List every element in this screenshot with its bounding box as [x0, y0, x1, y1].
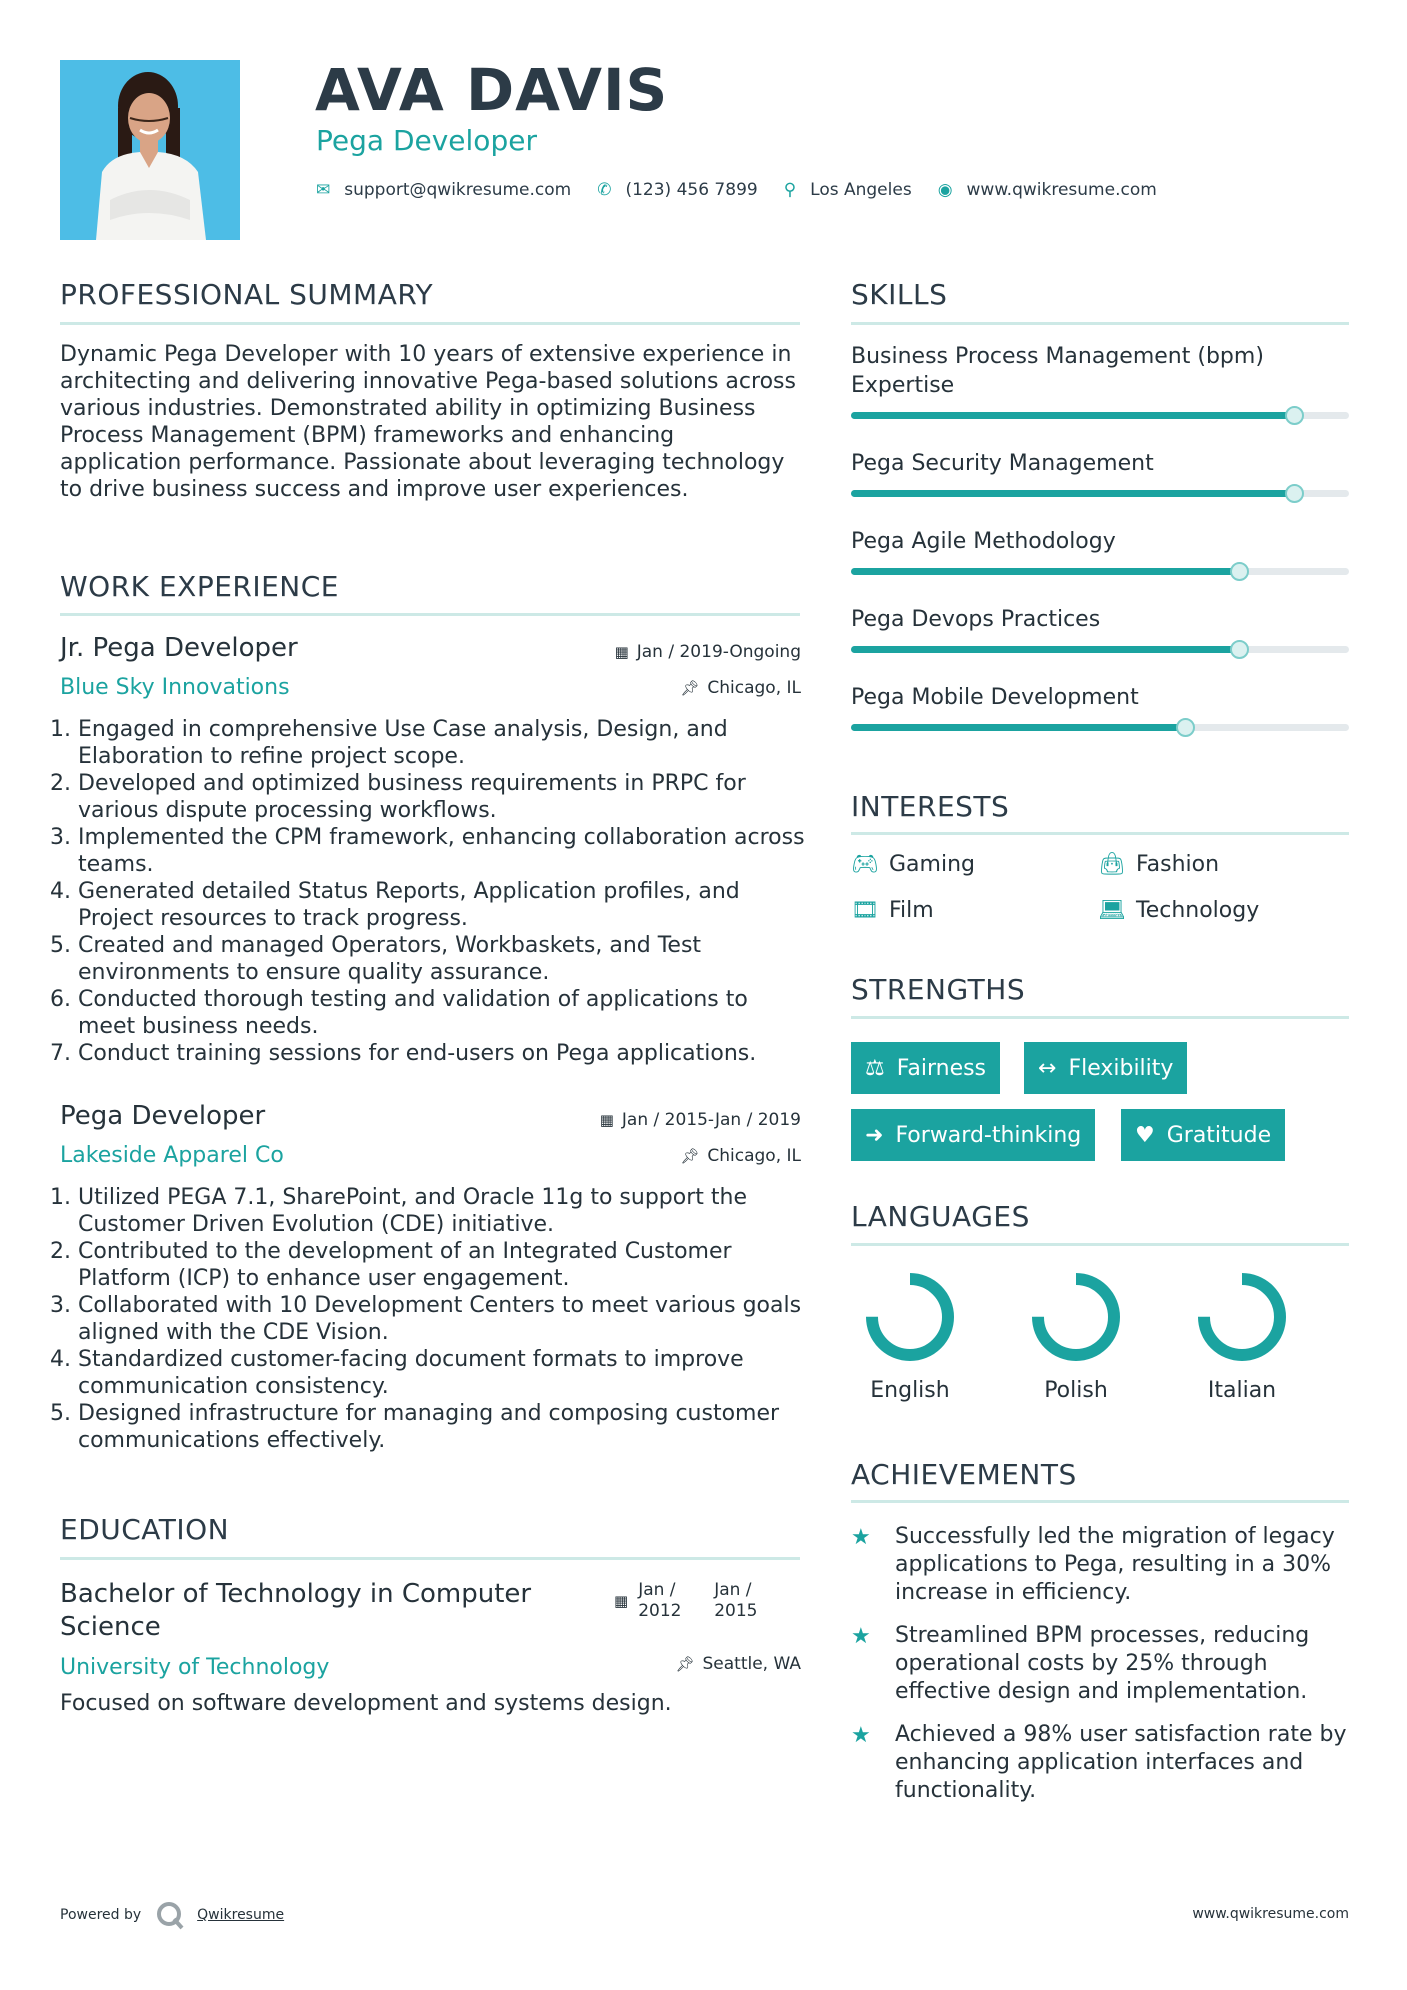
education-description: Focused on software development and systems design.	[60, 1691, 672, 1716]
job-bullets	[50, 1184, 810, 1454]
skill-label: Pega Mobile Development	[851, 685, 1139, 710]
strength-tag	[851, 1109, 1095, 1161]
summary-text: Dynamic Pega Developer with 10 years of extensive experience in architecting and delivering innovative Pega-based solutions across various industries. Demonstrated ability in optimizing Business Process Management (BPM) frameworks and enhancing application performance. Passionate about leveraging technology to drive business success and improve user experiences.	[60, 342, 796, 502]
languages-divider	[851, 1243, 1349, 1246]
strength-label: Gratitude	[1166, 1122, 1272, 1148]
calendar-icon: ▦	[614, 643, 629, 661]
laptop-icon: 💻︎	[1098, 898, 1126, 923]
skill-bar-fill	[851, 568, 1239, 575]
contact-location: Los Angeles	[810, 180, 912, 200]
interest-item	[1098, 898, 1259, 923]
profile-photo	[60, 60, 240, 240]
achievement-text: Successfully led the migration of legacy applications to Pega, resulting in a 30% increase in efficiency.	[895, 1524, 1335, 1605]
skill-bar-knob	[1285, 406, 1304, 425]
skills-heading: SKILLS	[851, 278, 948, 311]
achievements-heading: ACHIEVEMENTS	[851, 1458, 1077, 1491]
strength-label: Flexibility	[1068, 1055, 1174, 1081]
skill-bar-fill	[851, 724, 1185, 731]
languages-heading: LANGUAGES	[851, 1200, 1030, 1233]
skill-bar	[851, 490, 1349, 497]
skill-item	[851, 683, 1349, 731]
calendar-icon: ▦	[614, 1592, 629, 1610]
education-start: Jan / 2012	[638, 1580, 682, 1621]
list-item: 3. Collaborated with 10 Development Centers to meet various goals aligned with the CDE Vision.	[50, 1293, 802, 1345]
pushpin-icon: 📌︎	[675, 1655, 695, 1673]
skill-bar-knob	[1230, 640, 1249, 659]
qwikresume-logo-icon	[155, 1900, 185, 1930]
strength-label: Forward-thinking	[895, 1122, 1082, 1148]
skill-item	[851, 527, 1349, 575]
candidate-name: AVA DAVIS	[315, 56, 669, 124]
interest-item	[851, 852, 975, 877]
film-icon: 🎞︎	[851, 898, 879, 923]
pushpin-icon: 📌︎	[680, 679, 700, 697]
summary-heading: PROFESSIONAL SUMMARY	[60, 278, 434, 311]
job-dates	[600, 1110, 801, 1130]
interest-label: Fashion	[1136, 852, 1220, 877]
summary-divider	[60, 322, 800, 325]
strength-label: Fairness	[896, 1055, 987, 1081]
list-item: 5. Designed infrastructure for managing and composing customer communications effectively.	[50, 1401, 780, 1453]
language-label: Polish	[1044, 1378, 1108, 1403]
job-title: Pega Developer	[60, 1101, 266, 1131]
skills-divider	[851, 322, 1349, 325]
strength-tag	[1024, 1042, 1187, 1094]
footer-website[interactable]: www.qwikresume.com	[1192, 1906, 1349, 1922]
skill-label: Business Process Management (bpm) Expertise	[851, 344, 1264, 398]
job-title: Jr. Pega Developer	[60, 633, 298, 663]
interest-item	[851, 898, 934, 923]
arrows-horizontal-icon: ↔	[1038, 1055, 1057, 1081]
job-location	[680, 678, 801, 698]
list-item: 1. Engaged in comprehensive Use Case analysis, Design, and Elaboration to refine project scope.	[50, 717, 728, 769]
interests-divider	[851, 832, 1349, 835]
globe-icon: ◉	[937, 180, 953, 200]
contact-bar	[316, 180, 1183, 200]
skill-item	[851, 605, 1349, 653]
language-label: English	[870, 1378, 950, 1403]
calendar-icon: ▦	[599, 1111, 614, 1129]
heart-icon: ♥	[1135, 1122, 1155, 1148]
language-item	[1167, 1270, 1317, 1403]
education-location-text: Seattle, WA	[702, 1654, 801, 1674]
envelope-icon: ✉	[316, 180, 331, 200]
list-item: 4. Standardized customer-facing document formats to improve communication consistency.	[50, 1347, 744, 1399]
candidate-role: Pega Developer	[316, 124, 537, 157]
list-item: 6. Conducted thorough testing and validation of applications to meet business needs.	[50, 987, 748, 1039]
language-ring	[1195, 1270, 1289, 1364]
skill-label: Pega Security Management	[851, 451, 1154, 476]
contact-email[interactable]: support@qwikresume.com	[344, 180, 572, 200]
interests-heading: INTERESTS	[851, 790, 1010, 823]
education-divider	[60, 1557, 800, 1560]
achievement-text: Achieved a 98% user satisfaction rate by enhancing application interfaces and functionality.	[895, 1722, 1347, 1803]
job-dates-text: Jan / 2015-Jan / 2019	[621, 1110, 801, 1130]
job-location-text: Chicago, IL	[707, 678, 801, 698]
strengths-divider	[851, 1016, 1349, 1019]
language-ring	[1029, 1270, 1123, 1364]
interest-label: Technology	[1136, 898, 1260, 923]
job-dates-text: Jan / 2019-Ongoing	[636, 642, 801, 662]
list-item: 2. Developed and optimized business requirements in PRPC for various dispute processing workflows.	[50, 771, 746, 823]
skill-bar	[851, 724, 1349, 731]
gamepad-icon: 🎮︎	[851, 852, 879, 877]
powered-by-label: Powered by	[60, 1907, 142, 1923]
job-bullets	[50, 716, 810, 1067]
language-item	[835, 1270, 985, 1403]
job-company: Blue Sky Innovations	[60, 675, 290, 700]
language-label: Italian	[1207, 1378, 1277, 1403]
arrow-right-icon: ➜	[865, 1122, 884, 1148]
achievements-divider	[851, 1500, 1349, 1503]
achievement-item	[851, 1523, 1351, 1607]
skill-bar-fill	[851, 490, 1294, 497]
skill-item	[851, 449, 1349, 497]
map-pin-icon: ⚲	[783, 180, 797, 200]
skill-bar	[851, 412, 1349, 419]
list-item: 2. Contributed to the development of an Integrated Customer Platform (ICP) to enhance user engagement.	[50, 1239, 732, 1291]
education-end: Jan / 2015	[714, 1580, 758, 1621]
education-heading: EDUCATION	[60, 1513, 230, 1546]
star-icon: ★	[851, 1723, 871, 1748]
achievement-item	[851, 1622, 1351, 1706]
skill-bar	[851, 568, 1349, 575]
language-item	[1001, 1270, 1151, 1403]
list-item: 5. Created and managed Operators, Workbaskets, and Test environments to ensure quality assurance.	[50, 933, 702, 985]
achievement-text: Streamlined BPM processes, reducing operational costs by 25% through effective design and implementation.	[895, 1623, 1310, 1704]
interest-label: Gaming	[889, 852, 975, 877]
skill-label: Pega Agile Methodology	[851, 529, 1116, 554]
footer-brand-link[interactable]: Qwikresume	[197, 1907, 285, 1923]
skill-bar-knob	[1285, 484, 1304, 503]
education-dates	[614, 1580, 774, 1622]
strength-tag	[1121, 1109, 1285, 1161]
job-company: Lakeside Apparel Co	[60, 1143, 284, 1168]
language-ring	[863, 1270, 957, 1364]
skill-label: Pega Devops Practices	[851, 607, 1101, 632]
education-school: University of Technology	[60, 1655, 330, 1680]
skill-bar-fill	[851, 412, 1294, 419]
interest-label: Film	[889, 898, 934, 923]
balance-scale-icon: ⚖	[865, 1055, 885, 1081]
profile-photo-illustration	[60, 60, 240, 240]
job-location	[680, 1146, 801, 1166]
star-icon: ★	[851, 1624, 871, 1649]
skill-item	[851, 342, 1349, 419]
pushpin-icon: 📌︎	[680, 1147, 700, 1165]
job-location-text: Chicago, IL	[707, 1146, 801, 1166]
skill-bar-fill	[851, 646, 1239, 653]
shopping-bag-icon: 👜︎	[1098, 852, 1126, 877]
interest-item	[1098, 852, 1219, 877]
strengths-heading: STRENGTHS	[851, 973, 1026, 1006]
contact-website[interactable]: www.qwikresume.com	[966, 180, 1157, 200]
achievement-item	[851, 1721, 1351, 1805]
education-degree: Bachelor of Technology in Computer Science	[60, 1579, 532, 1642]
list-item: 7. Conduct training sessions for end-users on Pega applications.	[50, 1041, 757, 1066]
list-item: 3. Implemented the CPM framework, enhancing collaboration across teams.	[50, 825, 805, 877]
phone-icon: ✆	[597, 180, 612, 200]
job-dates	[615, 642, 801, 662]
list-item: 1. Utilized PEGA 7.1, SharePoint, and Oracle 11g to support the Customer Driven Evolution (CDE) initiative.	[50, 1185, 747, 1237]
star-icon: ★	[851, 1525, 871, 1550]
education-location	[675, 1654, 801, 1674]
strength-tag	[851, 1042, 1000, 1094]
skill-bar-knob	[1176, 718, 1195, 737]
skill-bar	[851, 646, 1349, 653]
skill-bar-knob	[1230, 562, 1249, 581]
contact-phone[interactable]: (123) 456 7899	[625, 180, 758, 200]
experience-divider	[60, 613, 800, 616]
experience-heading: WORK EXPERIENCE	[60, 570, 339, 603]
footer-powered-by	[60, 1900, 284, 1930]
list-item: 4. Generated detailed Status Reports, Application profiles, and Project resources to track progress.	[50, 879, 740, 931]
